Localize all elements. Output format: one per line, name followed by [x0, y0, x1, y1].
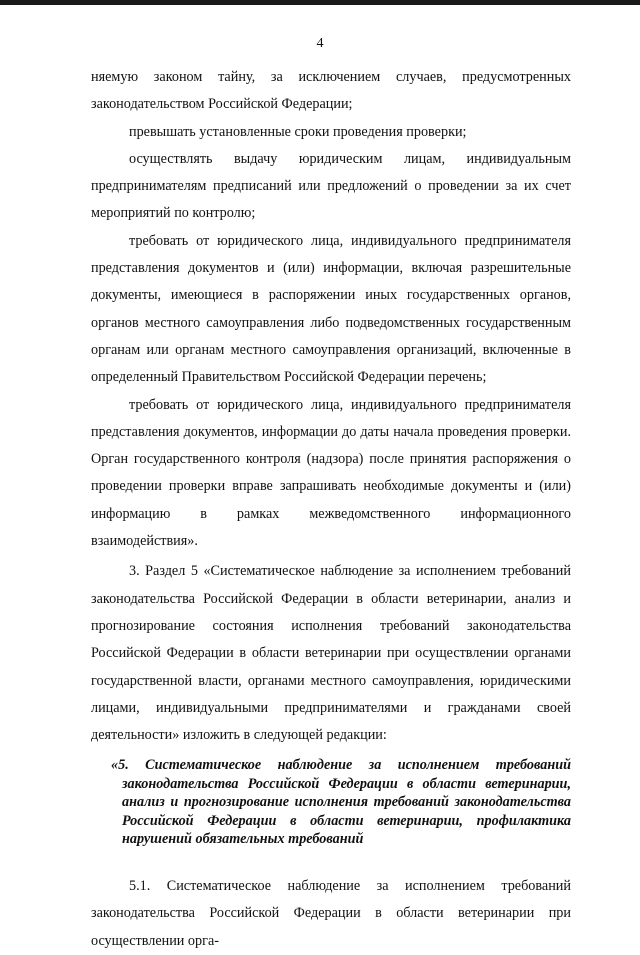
paragraph-continuation: няемую законом тайну, за исключением случаев, предусмотренных законодательством Российской Федерации; — [91, 69, 571, 113]
paragraph-section-3: 3. Раздел 5 «Систематическое наблюдение за исполнением требований законодательства Российской Федерации в области ветеринарии, анализ и прогнозирование состояния исполнения требований законодательства Российской Федерации в области ветеринарии при осуществлении органами государственной власти, органами местного самоуправления, юридическими лицами, индивидуальными предпринимателями и гражданами своей деятельности» изложить в следующей редакции: — [91, 563, 571, 744]
page-number: 4 — [316, 36, 324, 51]
paragraph-item-deadline: превышать установленные сроки проведения проверки; — [129, 123, 467, 140]
top-border-rule — [0, 0, 640, 5]
paragraph-item-prescriptions: осуществлять выдачу юридическим лицам, индивидуальным предпринимателям предписаний или предложений о проведении за их счет мероприятий по контролю; — [91, 150, 571, 222]
paragraph-5-1: 5.1. Систематическое наблюдение за исполнением требований законодательства Российской Федерации в области ветеринарии при осуществлении орга- — [91, 877, 571, 949]
document-body — [91, 64, 571, 955]
paragraph-item-documents-before-inspection: требовать от юридического лица, индивидуального предпринимателя представления документов, информации до даты начала проведения проверки. Орган государственного контроля (надзора) после принятия распоряжения о проведении проверки вправе запрашивать необходимые документы и (или) информацию в рамках межведомственного информационного взаимодействия». — [91, 396, 571, 550]
section-heading — [91, 756, 571, 849]
paragraph-item-documents: требовать от юридического лица, индивидуального предпринимателя представления документов и (или) информации, включая разрешительные документы, имеющиеся в распоряжении иных государственных органов, органов местного самоуправления либо подведомственных государственным органам или органам местного самоуправления организаций, включенные в определенный Правительством Российской Федерации перечень; — [91, 232, 571, 386]
section-heading-text: «5. Систематическое наблюдение за исполнением требований законодательства Российской Федерации в области ветеринарии, анализ и прогнозирование исполнения требований законодательства Российской Федерации в области ветеринарии, профилактика нарушений обязательных требований — [111, 757, 571, 848]
